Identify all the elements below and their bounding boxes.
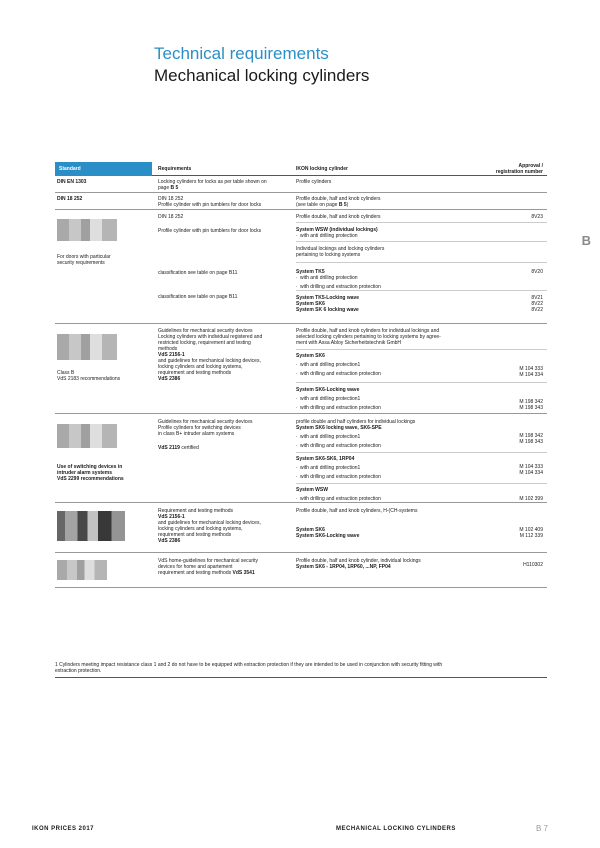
std-line: security requirements bbox=[57, 260, 105, 266]
approval-number: 8V23 bbox=[531, 214, 543, 220]
table-row bbox=[55, 553, 547, 588]
header-standard: Standard bbox=[55, 162, 152, 176]
requirements-cell bbox=[158, 328, 290, 382]
system-name: System SK6 - 1RP04, 1RP60, ...NP, FP04 bbox=[296, 564, 391, 570]
system-name: System WSW bbox=[296, 487, 328, 493]
table-row bbox=[55, 414, 547, 503]
req-text: certified bbox=[179, 445, 199, 451]
divider bbox=[296, 222, 547, 223]
footer-section: MECHANICAL LOCKING CYLINDERS bbox=[336, 826, 456, 832]
standard-ref: VdS 3541 bbox=[232, 570, 255, 576]
approval-number: M 102 399 bbox=[519, 496, 543, 502]
system-name: System WSW (individual lockings) bbox=[296, 227, 378, 233]
req-line: and guidelines for mechanical locking devices, bbox=[158, 358, 261, 364]
cyl-block bbox=[296, 269, 476, 290]
approval-number: M 104 334 bbox=[519, 470, 543, 476]
certification-logo-image bbox=[57, 334, 117, 360]
req-line bbox=[158, 445, 290, 451]
system-name: System SK6-SK6, 1RP04 bbox=[296, 456, 355, 462]
approval-number: M 198 343 bbox=[519, 405, 543, 411]
cyl-line: Profile double, half and knob cylinders bbox=[296, 196, 381, 202]
req-line: locking cylinders and locking systems, bbox=[158, 526, 243, 532]
divider bbox=[296, 241, 547, 242]
certification-logo-image bbox=[57, 424, 117, 448]
req-line: Guidelines for mechanical security devices bbox=[158, 419, 253, 425]
req-line: restricted locking, requirement and testing bbox=[158, 340, 251, 346]
feature-item: · with drilling and extraction protection bbox=[296, 284, 476, 290]
footnote bbox=[55, 662, 547, 678]
divider bbox=[296, 452, 547, 453]
approval-number: M 112 339 bbox=[519, 533, 543, 539]
cyl-line: profile double and half cylinders for individual lockings bbox=[296, 419, 416, 425]
table-row bbox=[55, 210, 547, 324]
system-name: System SK6 bbox=[296, 527, 325, 533]
req-line: in class B+ intruder alarm systems bbox=[158, 431, 235, 437]
standard-cell bbox=[57, 464, 124, 482]
approval-numbers bbox=[483, 399, 543, 411]
req-line: requirement and testing methods bbox=[158, 532, 232, 538]
req-line bbox=[158, 570, 290, 576]
header-requirements: Requirements bbox=[158, 166, 192, 172]
requirements-cell bbox=[158, 196, 290, 208]
cylinder-cell bbox=[296, 196, 476, 208]
cyl-line: Individual lockings and locking cylinders bbox=[296, 246, 385, 252]
std-line: VdS 2299 recommendations bbox=[57, 476, 124, 482]
cyl-line: Profile double, half and knob cylinder, individual lockings bbox=[296, 558, 421, 564]
req-line: DIN 18 252 bbox=[158, 214, 184, 220]
req-line: locking cylinders and locking systems, bbox=[158, 364, 243, 370]
header-approval-line2: registration number bbox=[495, 169, 543, 175]
feature-item: · with anti drilling protection1 bbox=[296, 434, 476, 440]
table-row bbox=[55, 176, 547, 193]
table-row bbox=[55, 193, 547, 210]
standard-cell bbox=[57, 370, 120, 382]
feature-item: · with anti drilling protection1 bbox=[296, 362, 476, 368]
approval-number: M 198 342 bbox=[519, 433, 543, 439]
req-line: Locking cylinders with individual registered and bbox=[158, 334, 263, 340]
req-line: Profile cylinder with pin tumblers for door locks bbox=[158, 228, 262, 234]
footnote-line: 1 Cylinders meeting impact resistance class 1 and 2 do not have to be equipped with extraction protection if they are intended to be used in conjunction with security fitting with bbox=[55, 662, 443, 668]
cyl-line: ment with Assa Abloy Sicherheitstechnik GmbH bbox=[296, 340, 402, 346]
req-line bbox=[158, 185, 290, 191]
approval-number: 8V22 bbox=[531, 301, 543, 307]
approval-number: M 104 333 bbox=[519, 464, 543, 470]
certification-logo-image bbox=[57, 560, 107, 580]
divider bbox=[296, 349, 547, 350]
req-line: DIN 18 252 bbox=[158, 196, 184, 202]
cyl-block bbox=[296, 487, 476, 502]
table-row bbox=[55, 324, 547, 414]
feature-item: · with anti drilling protection bbox=[296, 233, 476, 239]
req-text: requirement and testing methods bbox=[158, 570, 233, 576]
cyl-line: Profile double, half and knob cylinders, H-(CH-systems bbox=[296, 508, 418, 514]
req-line: Profile cylinder with pin tumblers for door locks bbox=[158, 202, 262, 208]
feature-item: · with drilling and extraction protection bbox=[296, 496, 476, 502]
feature-item: · with anti drilling protection bbox=[296, 275, 476, 281]
page-ref: B 5 bbox=[338, 202, 347, 208]
header-approval-line1: Approval / bbox=[518, 163, 543, 169]
cyl-line: Profile double, half and knob cylinders for individual lockings and bbox=[296, 328, 440, 334]
approval-numbers bbox=[483, 464, 543, 476]
system-name: System SK6 locking wave, SK6-SPE bbox=[296, 425, 382, 431]
req-line: requirement and testing methods bbox=[158, 370, 232, 376]
approval-number: M 104 333 bbox=[519, 366, 543, 372]
feature-item: · with drilling and extraction protection bbox=[296, 371, 476, 377]
standard-ref: VdS 2119 bbox=[158, 445, 180, 451]
header-approval bbox=[496, 163, 543, 175]
cyl-line: Profile double, half and knob cylinders bbox=[296, 214, 381, 220]
requirements-cell bbox=[158, 508, 290, 544]
feature-item: · with drilling and extraction protection bbox=[296, 405, 476, 411]
cyl-block bbox=[296, 419, 476, 449]
feature-item: · with anti drilling protection1 bbox=[296, 396, 476, 402]
cyl-block bbox=[296, 246, 476, 258]
approval-number: 8V20 bbox=[531, 269, 543, 275]
cyl-line: selected locking cylinders pertaining to locking systems by agree- bbox=[296, 334, 441, 340]
approval-number: M 102 409 bbox=[519, 527, 543, 533]
standard-ref: VdS 2156-1 bbox=[158, 514, 185, 520]
cyl-line bbox=[296, 202, 476, 208]
cyl-block bbox=[296, 456, 476, 480]
cyl-block bbox=[296, 353, 476, 377]
cyl-block bbox=[296, 227, 476, 239]
approval-numbers bbox=[483, 295, 543, 313]
standard-ref: VdS 2156-1 bbox=[158, 352, 185, 358]
feature-item: · with anti drilling protection1 bbox=[296, 465, 476, 471]
std-line: Use of switching devices in bbox=[57, 464, 123, 470]
system-name: System SK6 bbox=[296, 353, 325, 359]
cylinder-cell: Profile cylinders bbox=[296, 179, 332, 185]
system-name: System SK 6 locking wave bbox=[296, 307, 359, 313]
std-line: Class B bbox=[57, 370, 75, 376]
req-line: Requirement and testing methods bbox=[158, 508, 234, 514]
approval-numbers bbox=[483, 527, 543, 539]
req-line: Profile cylinders for switching devices bbox=[158, 425, 241, 431]
certification-logo-image bbox=[57, 219, 117, 241]
system-name: System SK6 bbox=[296, 301, 325, 307]
req-line: classification see table on page B11 bbox=[158, 294, 238, 300]
system-name: System TK5-Locking wave bbox=[296, 295, 360, 301]
approval-numbers bbox=[483, 433, 543, 445]
cyl-block bbox=[296, 387, 476, 411]
req-line: Locking cylinders for locks as per table shown on bbox=[158, 179, 267, 185]
table-row bbox=[55, 503, 547, 553]
std-line: intruder alarm systems bbox=[57, 470, 113, 476]
cyl-line: pertaining to locking systems bbox=[296, 252, 361, 258]
approval-number: M 198 342 bbox=[519, 399, 543, 405]
approval-number: 8V21 bbox=[531, 295, 543, 301]
req-line: classification see table on page B11 bbox=[158, 270, 238, 276]
req-text: page bbox=[158, 185, 171, 191]
standard-ref: VdS 2386 bbox=[158, 376, 181, 382]
cyl-text: (see table on page bbox=[296, 202, 339, 208]
req-line: Guidelines for mechanical security devices bbox=[158, 328, 253, 334]
certification-logo-image bbox=[57, 511, 125, 541]
divider bbox=[296, 290, 547, 291]
approval-number: 8V22 bbox=[531, 307, 543, 313]
std-line: For doors with particular bbox=[57, 254, 111, 260]
requirements-cell bbox=[158, 419, 290, 451]
cyl-block bbox=[296, 527, 476, 539]
divider bbox=[296, 483, 547, 484]
approval-number: H110302 bbox=[523, 562, 543, 568]
section-tab-letter: B bbox=[581, 233, 591, 248]
page-title: Mechanical locking cylinders bbox=[154, 66, 370, 85]
standard-cell: DIN 18 252 bbox=[57, 196, 83, 202]
standard-ref: VdS 2386 bbox=[158, 538, 181, 544]
system-name: System SK6-Locking wave bbox=[296, 533, 360, 539]
approval-number: M 198 343 bbox=[519, 439, 543, 445]
header-cylinder: IKON locking cylinder bbox=[296, 166, 348, 172]
cyl-block bbox=[296, 558, 476, 570]
system-name: System TK5 bbox=[296, 269, 325, 275]
footer-left: IKON PRICES 2017 bbox=[32, 826, 95, 832]
requirements-cell bbox=[158, 179, 290, 191]
req-line: VdS home-guidelines for mechanical security bbox=[158, 558, 259, 564]
requirements-cell bbox=[158, 558, 290, 576]
req-line: devices for home and apartement bbox=[158, 564, 233, 570]
cyl-block bbox=[296, 328, 476, 346]
standard-cell bbox=[57, 254, 111, 266]
approval-numbers bbox=[483, 366, 543, 378]
std-line: VdS 2183 recommendations bbox=[57, 376, 121, 382]
page-ref: B 5 bbox=[170, 185, 179, 191]
standard-cell: DIN EN 1303 bbox=[57, 179, 87, 185]
approval-number: M 104 334 bbox=[519, 372, 543, 378]
requirements-table bbox=[55, 162, 547, 588]
divider bbox=[296, 382, 547, 383]
page-number: B 7 bbox=[536, 824, 549, 833]
cyl-text: ) bbox=[346, 202, 349, 208]
req-line: methods bbox=[158, 346, 178, 352]
req-line: and guidelines for mechanical locking devices, bbox=[158, 520, 261, 526]
system-name: System SK6-Locking wave bbox=[296, 387, 360, 393]
section-title: Technical requirements bbox=[154, 44, 329, 63]
feature-item: · with drilling and extraction protection bbox=[296, 443, 476, 449]
footnote-line: extraction protection. bbox=[55, 668, 102, 674]
divider bbox=[296, 262, 547, 263]
cyl-block bbox=[296, 295, 476, 313]
feature-item: · with drilling and extraction protection bbox=[296, 474, 476, 480]
table-header bbox=[55, 162, 547, 176]
